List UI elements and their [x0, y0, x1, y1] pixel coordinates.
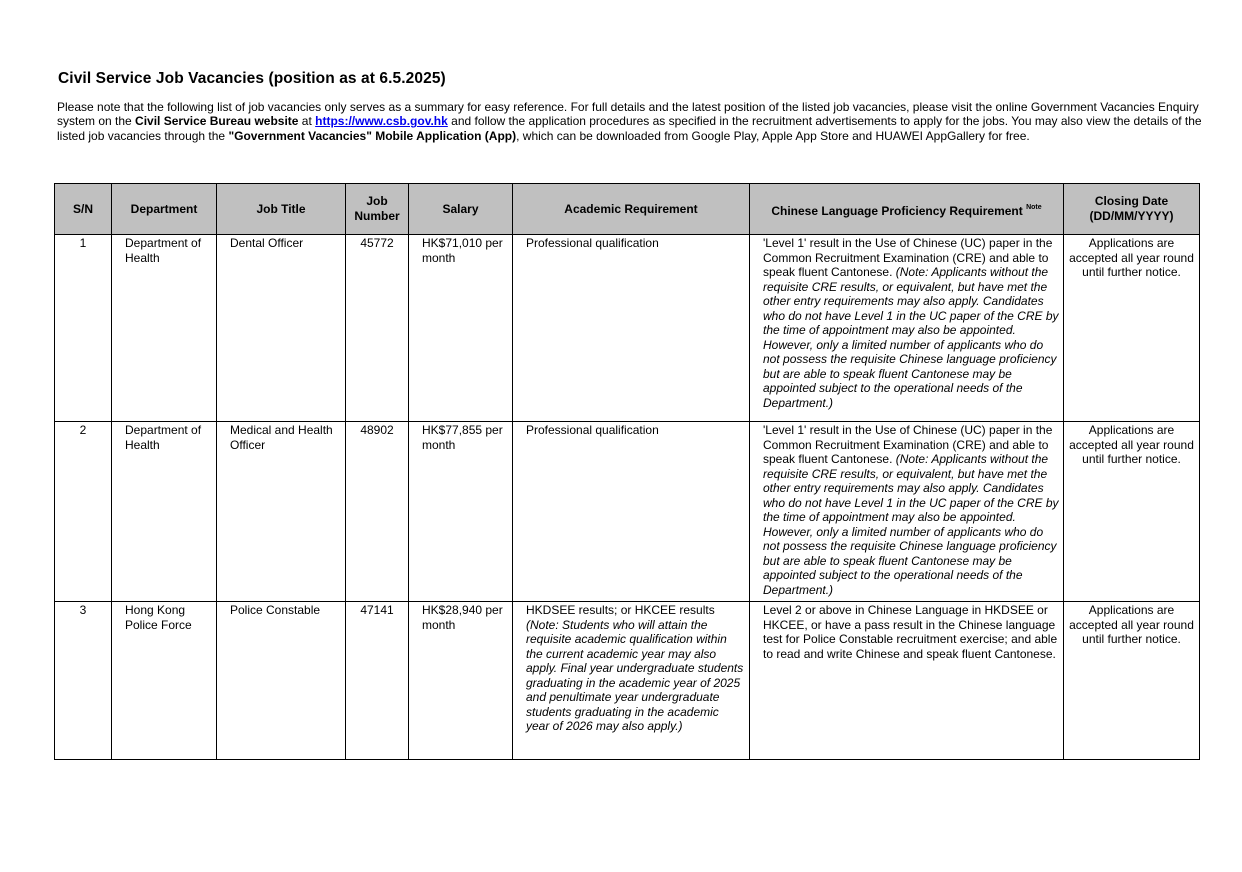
cell-salary: HK$77,855 per month	[409, 422, 513, 602]
cell-job-number: 45772	[346, 235, 409, 422]
header-closing-date: Closing Date (DD/MM/YYYY)	[1064, 184, 1200, 235]
intro-text-4: , which can be downloaded from Google Play, Apple App Store and HUAWEI AppGallery for free.	[516, 128, 1030, 143]
intro-paragraph	[57, 100, 1202, 143]
cell-job-number: 47141	[346, 602, 409, 760]
academic-text: Professional qualification	[526, 423, 659, 437]
header-chinese-note: Note	[1026, 203, 1042, 211]
header-sn: S/N	[55, 184, 112, 235]
intro-app-bold: "Government Vacancies" Mobile Application (App)	[228, 128, 517, 143]
chinese-note: (Note: Applicants without the requisite CRE results, or equivalent, but have met the other entry requirements may also apply. Candidates who do not have Level 1 in the UC paper of the CRE by the time of appointment may also be appointed. However, only a limited number of applicants who do not possess the requisite Chinese language proficiency but are able to speak fluent Cantonese may be appointed subject to the operational needs of the Department.)	[763, 452, 1059, 597]
header-department: Department	[112, 184, 217, 235]
cell-salary: HK$28,940 per month	[409, 602, 513, 760]
cell-sn: 1	[55, 235, 112, 422]
header-chinese	[750, 184, 1064, 235]
cell-department: Department of Health	[112, 235, 217, 422]
cell-closing-date: Applications are accepted all year round until further notice.	[1064, 602, 1200, 760]
cell-job-title: Medical and Health Officer	[217, 422, 346, 602]
cell-chinese	[750, 235, 1064, 422]
header-job-number: Job Number	[346, 184, 409, 235]
header-job-title: Job Title	[217, 184, 346, 235]
cell-sn: 2	[55, 422, 112, 602]
chinese-text: Level 2 or above in Chinese Language in HKDSEE or HKCEE, or have a pass result in the Chinese language test for Police Constable recruitment exercise; and able to read and write Chinese and speak fluent Cantonese.	[763, 603, 1058, 661]
cell-closing-date: Applications are accepted all year round until further notice.	[1064, 422, 1200, 602]
header-chinese-label: Chinese Language Proficiency Requirement	[771, 203, 1023, 218]
chinese-text: 'Level 1' result in the Use of Chinese (UC) paper in the Common Recruitment Examination (CRE) and able to speak fluent Cantonese.	[763, 423, 1053, 466]
intro-text-1: Please note that the following list of job vacancies only serves as a summary for easy reference. For full details and the latest position of the listed job vacancies, please visit the online Government Vacancies Enquiry system on the	[57, 100, 1199, 129]
table-row	[55, 602, 1200, 760]
academic-text: HKDSEE results; or HKCEE results	[526, 603, 715, 617]
header-academic: Academic Requirement	[513, 184, 750, 235]
intro-text-3: and follow the application procedures as specified in the recruitment advertisements to apply for the jobs. You may also view the details of the listed job vacancies through the	[57, 114, 1202, 143]
cell-job-number: 48902	[346, 422, 409, 602]
academic-text: Professional qualification	[526, 236, 659, 250]
cell-chinese	[750, 422, 1064, 602]
cell-department: Department of Health	[112, 422, 217, 602]
intro-csb-bold: Civil Service Bureau website	[135, 114, 299, 129]
academic-note: (Note: Students who will attain the requisite academic qualification within the current academic year may also apply. Final year undergraduate students graduating in the academic year of 2025 and penultimate year undergraduate students graduating in the academic year of 2026 may also apply.)	[526, 617, 744, 733]
cell-academic	[513, 422, 750, 602]
table-row	[55, 422, 1200, 602]
csb-website-link[interactable]: https://www.csb.gov.hk	[315, 114, 448, 129]
cell-department: Hong Kong Police Force	[112, 602, 217, 760]
intro-text-2: at	[298, 114, 316, 129]
cell-sn: 3	[55, 602, 112, 760]
chinese-note: (Note: Applicants without the requisite CRE results, or equivalent, but have met the other entry requirements may also apply. Candidates who do not have Level 1 in the UC paper of the CRE by the time of appointment may also be appointed. However, only a limited number of applicants who do not possess the requisite Chinese language proficiency but are able to speak fluent Cantonese may be appointed subject to the operational needs of the Department.)	[763, 265, 1059, 410]
cell-closing-date: Applications are accepted all year round until further notice.	[1064, 235, 1200, 422]
cell-job-title: Dental Officer	[217, 235, 346, 422]
vacancies-table	[54, 183, 1200, 760]
page-title: Civil Service Job Vacancies (position as at 6.5.2025)	[58, 70, 446, 87]
chinese-text: 'Level 1' result in the Use of Chinese (UC) paper in the Common Recruitment Examination (CRE) and able to speak fluent Cantonese.	[763, 236, 1053, 279]
cell-chinese	[750, 602, 1064, 760]
cell-academic	[513, 235, 750, 422]
header-salary: Salary	[409, 184, 513, 235]
cell-job-title: Police Constable	[217, 602, 346, 760]
cell-academic	[513, 602, 750, 760]
cell-salary: HK$71,010 per month	[409, 235, 513, 422]
table-row	[55, 235, 1200, 422]
table-header-row	[55, 184, 1200, 235]
